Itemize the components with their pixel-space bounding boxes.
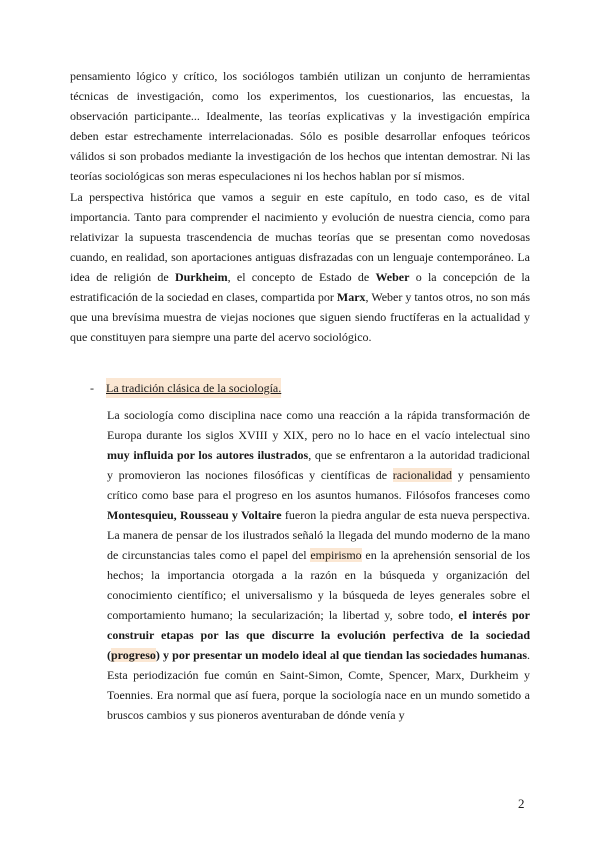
text-run: o la concepción de la estratificación de la sociedad en clases, compartida por (70, 270, 530, 304)
bold-text: Montesquieu, Rousseau y Voltaire (107, 508, 282, 522)
bold-text: Weber (375, 270, 410, 284)
bold-text: muy influida por los autores ilustrados (107, 448, 309, 462)
text-run: , Weber y tantos otros, no son más que una brevísima muestra de viejas nociones que siguen siendo fructíferas en la actualidad y que constituyen para siempre una parte del acervo sociológico. (70, 290, 531, 344)
text-run: en la aprehensión sensorial de los hechos; la importancia otorgada a la razón en la búsqueda y organización del conocimiento científico; el universalismo y la búsqueda de leyes generales sobre el comportamiento humano; la secularización; la libertad y, sobre todo, (107, 548, 530, 622)
list-marker: - (90, 381, 94, 395)
page-number: 2 (518, 796, 525, 811)
bold-text: Marx (336, 290, 366, 304)
text-run: , el concepto de Estado de (227, 270, 376, 284)
paragraph-classical-tradition (107, 405, 530, 725)
text-run: fueron la piedra angular de esta nueva perspectiva. La manera de pensar de los ilustrados señaló la llegada del mundo moderno de la mano de circunstancias tales como el papel del (107, 508, 531, 562)
bold-text: progreso (111, 648, 156, 662)
bold-text: ) y por presentar un modelo ideal al que tiendan las sociedades humanas (155, 648, 527, 662)
highlighted-text: empirismo (310, 548, 362, 562)
text-run: pensamiento lógico y crítico, los sociólogos también utilizan un conjunto de herramientas técnicas de investigación, como los experimentos, los cuestionarios, las encuestas, la observación participante... Idealmente, las teorías explicativas y la investigación empírica deben estar estrechamente interrelacionadas. Sólo es posible desarrollar enfoques teóricos válidos si son probados mediante la investigación de los hechos que intentan demostrar. Ni las teorías sociológicas son meras especulaciones ni los hechos hablan por sí mismos. (70, 69, 530, 183)
bold-text: el interés por construir etapas por las que discurre la evolución perfectiva de la sociedad ( (107, 608, 531, 662)
text-run: y pensamiento crítico como base para el progreso en los asuntos humanos. Filósofos franceses como (107, 468, 531, 502)
highlighted-text: racionalidad (392, 468, 453, 482)
text-run: La perspectiva histórica que vamos a seguir en este capítulo, en todo caso, es de vital importancia. Tanto para comprender el nacimiento y evolución de nuestra ciencia, como para relativizar la supuesta trascendencia de muchas teorías que se presentan como novedosas cuando, en realidad, son aportaciones antiguas disfrazadas con un lenguaje contemporáneo. La idea de religión de (70, 190, 530, 284)
section-heading: La tradición clásica de la sociología. (106, 378, 281, 398)
text-run: La sociología como disciplina nace como una reacción a la rápida transformación de Europa durante los siglos XVIII y XIX, pero no lo hace en el vacío intelectual sino (107, 408, 530, 442)
paragraph-historical-perspective (70, 187, 530, 347)
paragraph-methods (70, 66, 530, 186)
text-run: , que se enfrentaron a la autoridad tradicional y promovieron las nociones filosóficas y científicas de (107, 448, 530, 482)
bold-text: Durkheim (174, 270, 228, 284)
text-run: . Esta periodización fue común en Saint-Simon, Comte, Spencer, Marx, Durkheim y Toennies. Era normal que así fuera, porque la sociología nace en un mundo sometido a bruscos cambios y sus pioneros aventuraban de dónde venía y (107, 648, 530, 722)
